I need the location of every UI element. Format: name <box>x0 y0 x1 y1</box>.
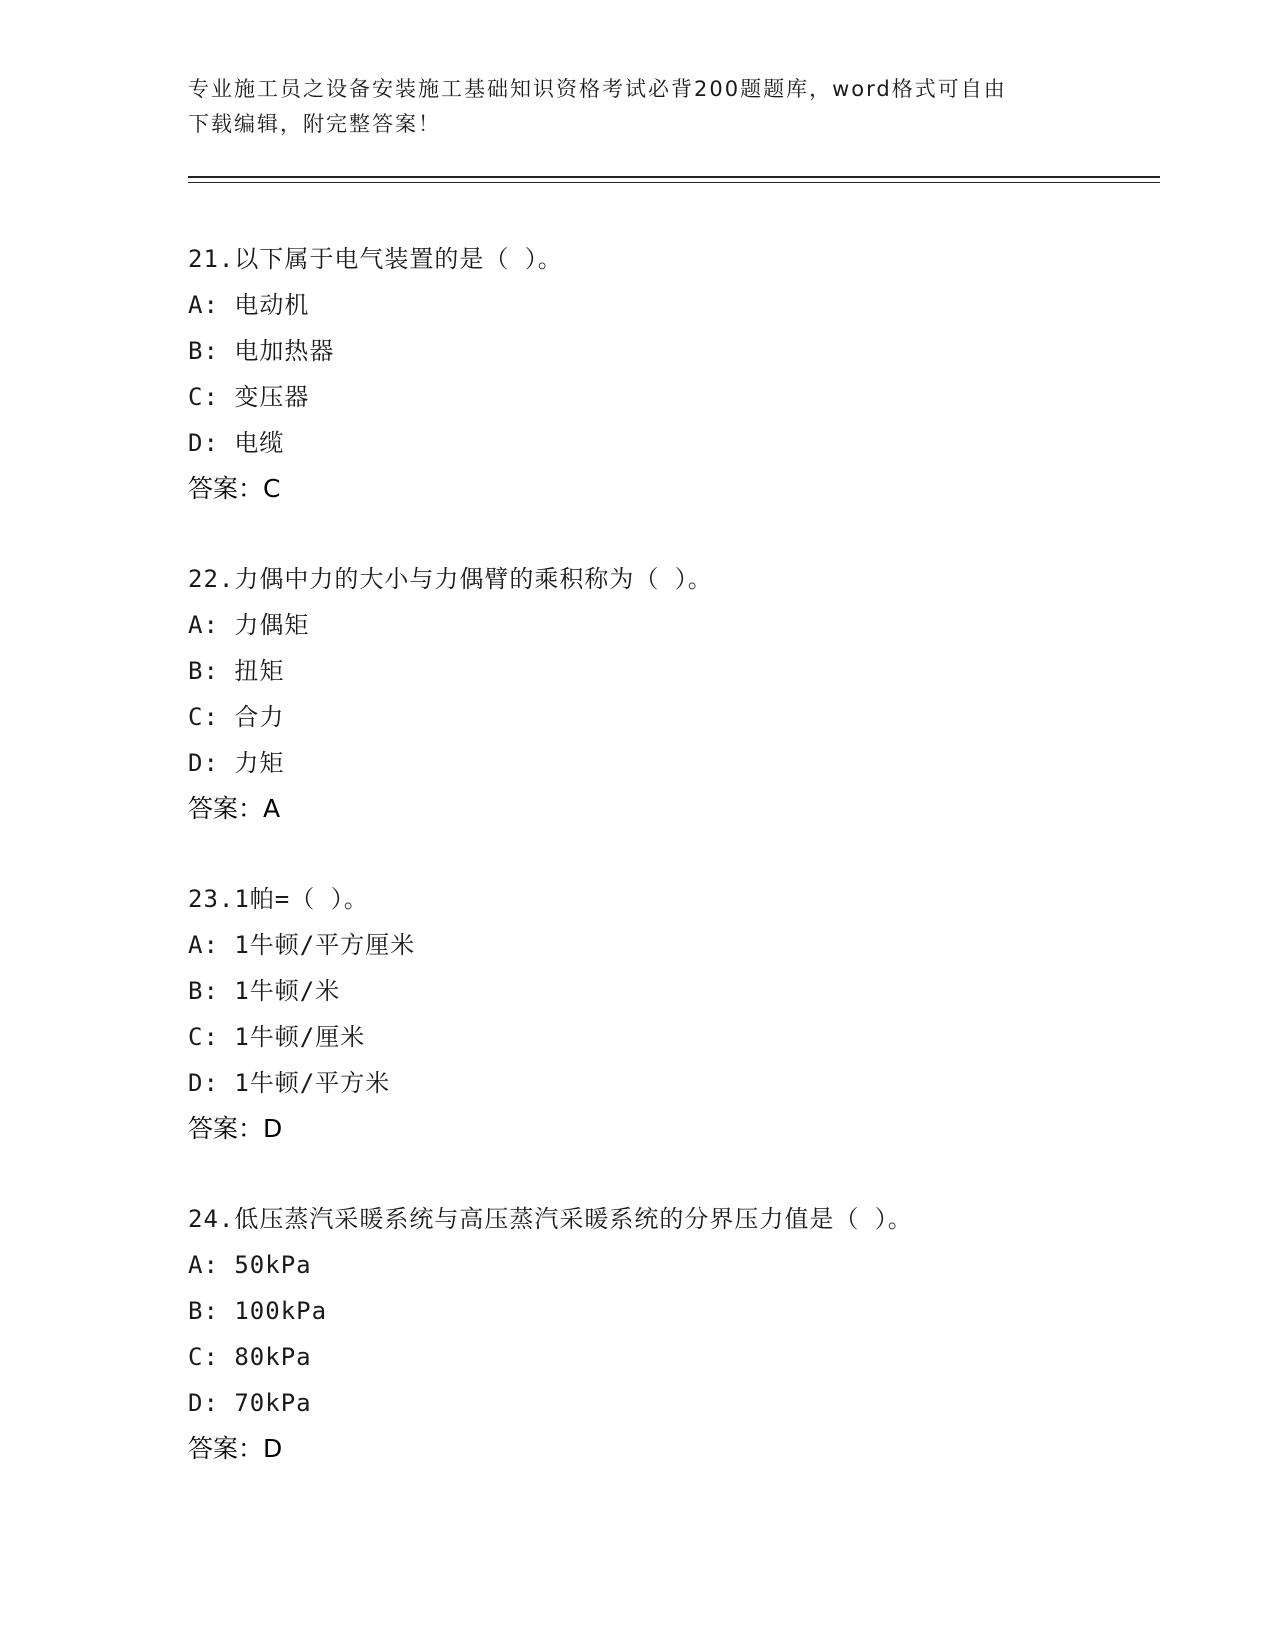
question-22 <box>188 556 1168 876</box>
header-divider-thick <box>188 176 1160 178</box>
answer: 答案：D <box>188 1434 283 1463</box>
question-title: 23.1帕=（ ）。 <box>188 885 369 913</box>
option-a: A: 50kPa <box>188 1251 312 1279</box>
option-b: B: 电加热器 <box>188 337 335 365</box>
question-21 <box>188 236 1168 556</box>
option-a: A: 电动机 <box>188 291 310 319</box>
question-title: 22.力偶中力的大小与力偶臂的乘积称为（ ）。 <box>188 565 713 593</box>
header-divider-thin <box>188 182 1160 183</box>
option-d: D: 1牛顿/平方米 <box>188 1069 391 1097</box>
option-c: C: 变压器 <box>188 383 310 411</box>
option-a: A: 力偶矩 <box>188 611 310 639</box>
header-line-2: 下载编辑，附完整答案！ <box>188 112 441 136</box>
option-d: D: 电缆 <box>188 429 285 457</box>
document-header <box>188 72 1088 142</box>
option-b: B: 100kPa <box>188 1297 328 1325</box>
question-24 <box>188 1196 1168 1516</box>
option-a: A: 1牛顿/平方厘米 <box>188 931 416 959</box>
header-line-1: 专业施工员之设备安装施工基础知识资格考试必背200题题库，word格式可自由 <box>188 77 1007 101</box>
option-b: B: 1牛顿/米 <box>188 977 341 1005</box>
answer: 答案：A <box>188 794 281 823</box>
question-23 <box>188 876 1168 1196</box>
option-b: B: 扭矩 <box>188 657 285 685</box>
question-list <box>188 236 1168 1516</box>
option-c: C: 合力 <box>188 703 285 731</box>
answer: 答案：C <box>188 474 281 503</box>
question-title: 24.低压蒸汽采暖系统与高压蒸汽采暖系统的分界压力值是（ ）。 <box>188 1205 913 1233</box>
option-c: C: 80kPa <box>188 1343 312 1371</box>
question-title: 21.以下属于电气装置的是（ ）。 <box>188 245 563 273</box>
option-c: C: 1牛顿/厘米 <box>188 1023 366 1051</box>
option-d: D: 力矩 <box>188 749 285 777</box>
option-d: D: 70kPa <box>188 1389 312 1417</box>
answer: 答案：D <box>188 1114 283 1143</box>
